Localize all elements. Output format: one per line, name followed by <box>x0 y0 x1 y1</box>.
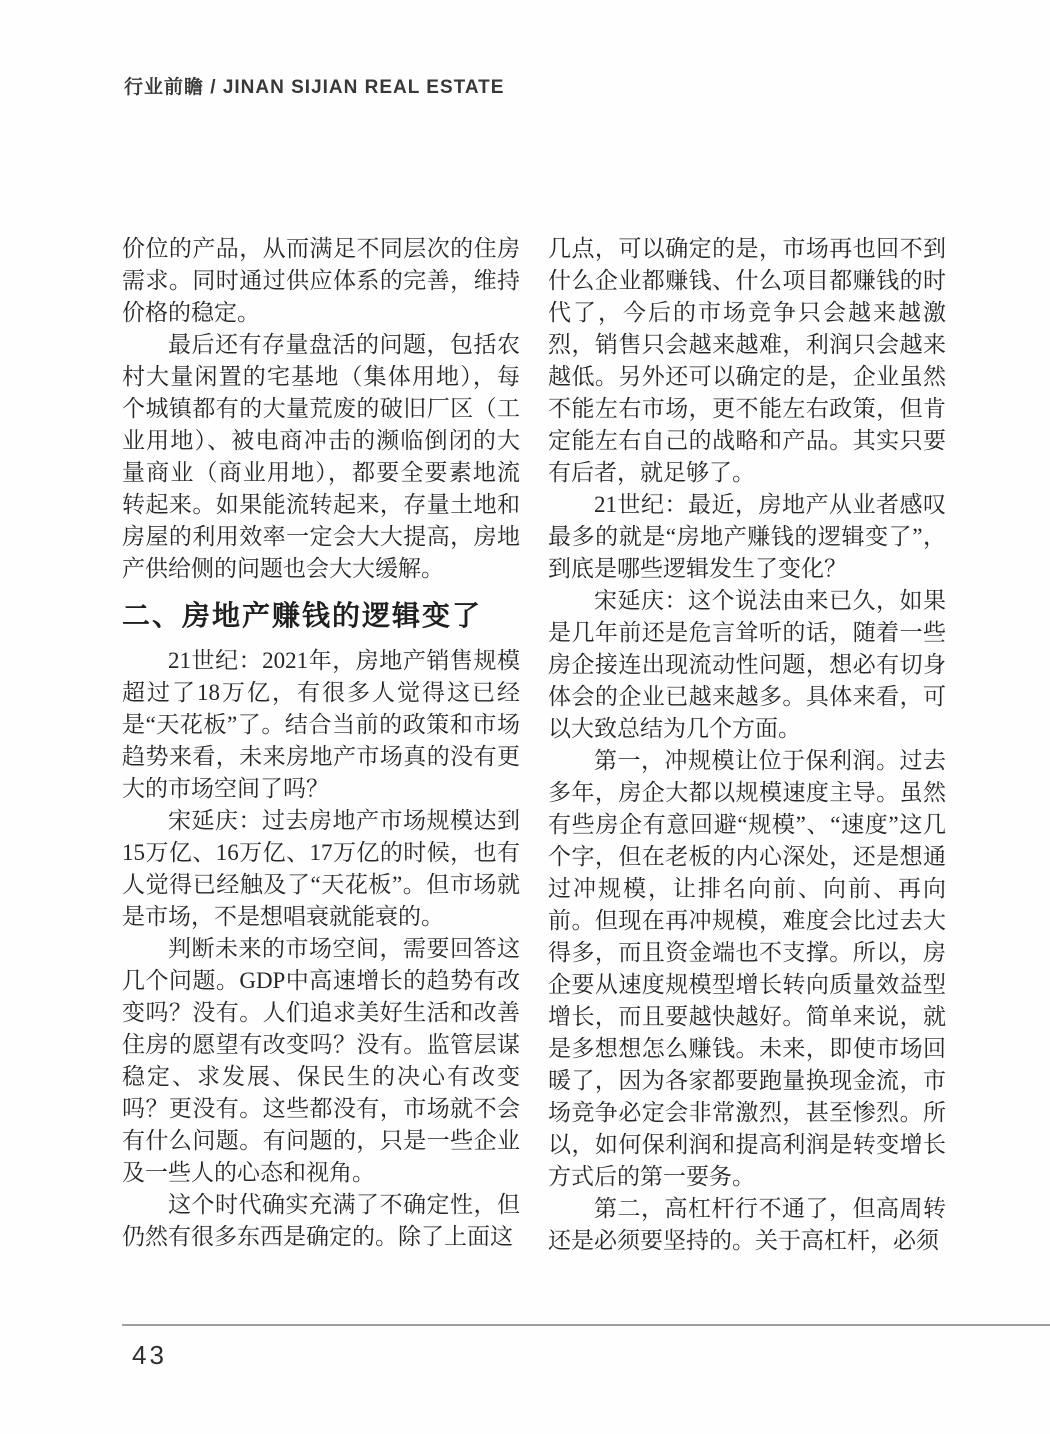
section-label: 行业前瞻 / JINAN SIJIAN REAL ESTATE <box>124 77 505 98</box>
paragraph: 宋延庆：这个说法由来已久，如果是几年前还是危言耸听的话，随着一些房企接连出现流动性问题，想必有切身体会的企业已越来越多。具体来看，可以大致总结为几个方面。 <box>548 588 946 741</box>
paragraph-continuation: 几点，可以确定的是，市场再也回不到什么企业都赚钱、什么项目都赚钱的时代了，今后的市场竞争只会越来越激烈，销售只会越来越难，利润只会越来越低。另外还可以确定的是，企业虽然不能左右市场，更不能左右政策，但肯定能左右自己的战略和产品。其实只要有后者，就足够了。 <box>548 236 946 485</box>
page-header <box>124 72 504 99</box>
footer-rule <box>122 1324 1050 1326</box>
left-column <box>122 233 520 1253</box>
page-number: 43 <box>132 1340 167 1370</box>
paragraph: 判断未来的市场空间，需要回答这几个问题。GDP中高速增长的趋势有改变吗？没有。人们追求美好生活和改善住房的愿望有改变吗？没有。监管层谋稳定、求发展、保民生的决心有改变吗？更没有。这些都没有，市场就不会有什么问题。有问题的，只是一些企业及一些人的心态和视角。 <box>122 936 520 1185</box>
paragraph: 21世纪：2021年，房地产销售规模超过了18万亿，有很多人觉得这已经是“天花板”了。结合当前的政策和市场趋势来看，未来房地产市场真的没有更大的市场空间了吗？ <box>122 648 520 801</box>
paragraph: 第一，冲规模让位于保利润。过去多年，房企大都以规模速度主导。虽然有些房企有意回避“规模”、“速度”这几个字，但在老板的内心深处，还是想通过冲规模，让排名向前、向前、再向前。但现在再冲规模，难度会比过去大得多，而且资金端也不支撑。所以，房企要从速度规模型增长转向质量效益型增长，而且要越快越好。简单来说，就是多想想怎么赚钱。未来，即使市场回暖了，因为各家都要跑量换现金流，市场竞争必定会非常激烈，甚至惨烈。所以，如何保利润和提高利润是转变增长方式后的第一要务。 <box>548 748 946 1189</box>
paragraph: 21世纪：最近，房地产从业者感叹最多的就是“房地产赚钱的逻辑变了”，到底是哪些逻辑发生了变化？ <box>548 492 946 581</box>
paragraph: 最后还有存量盘活的问题，包括农村大量闲置的宅基地（集体用地），每个城镇都有的大量荒废的破旧厂区（工业用地）、被电商冲击的濒临倒闭的大量商业（商业用地），都要全要素地流转起来。如果能流转起来，存量土地和房屋的利用效率一定会大大提高，房地产供给侧的问题也会大大缓解。 <box>122 332 520 581</box>
paragraph: 第二，高杠杆行不通了，但高周转还是必须要坚持的。关于高杠杆，必须 <box>548 1196 946 1253</box>
section-heading: 二、房地产赚钱的逻辑变了 <box>122 601 483 632</box>
paragraph: 宋延庆：过去房地产市场规模达到15万亿、16万亿、17万亿的时候，也有人觉得已经触及了“天花板”。但市场就是市场，不是想唱衰就能衰的。 <box>122 808 520 929</box>
right-column <box>548 233 946 1257</box>
paragraph: 这个时代确实充满了不确定性，但仍然有很多东西是确定的。除了上面这 <box>122 1192 520 1249</box>
paragraph-continuation: 价位的产品，从而满足不同层次的住房需求。同时通过供应体系的完善，维持价格的稳定。 <box>122 236 520 325</box>
